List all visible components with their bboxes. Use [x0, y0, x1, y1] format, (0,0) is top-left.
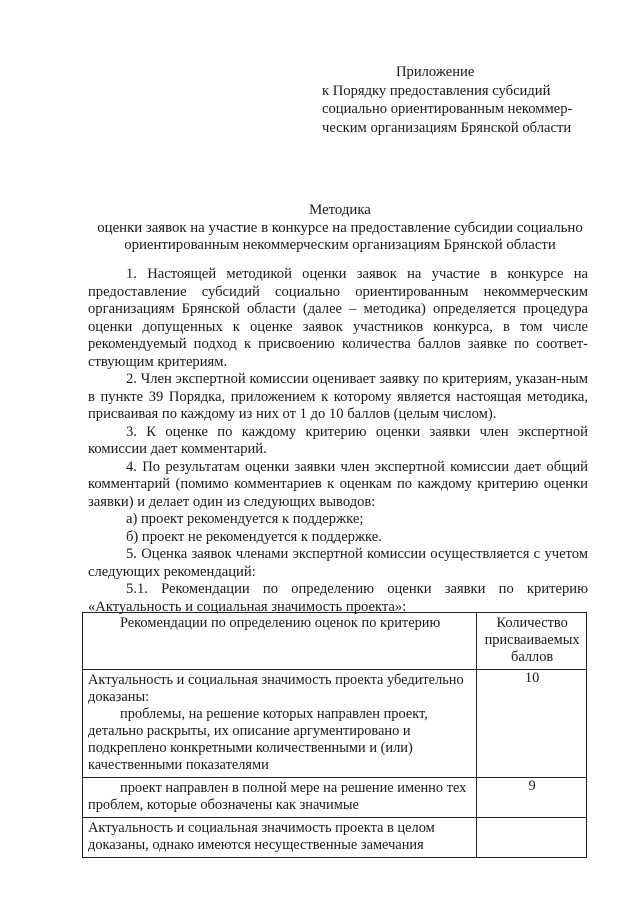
paragraph-4b: б) проект не рекомендуется к поддержке.: [126, 528, 382, 545]
document-title: [60, 202, 620, 255]
paragraph-4: 4. По результатам оценки заявки член экспертной комиссии дает общий комментарий (помимо комментариев к оценкам по каждому критерию оценки заявки) и делает один из следующих выводов:: [88, 458, 588, 510]
paragraph-4a: а) проект рекомендуется к поддержке;: [126, 511, 364, 527]
table-row: [83, 818, 587, 858]
criteria-detail: проблемы, на решение которых направлен проект, детально раскрыты, их описание аргументировано и подкреплено конкретными количественными и (или) качественными показателями: [88, 706, 428, 773]
appendix-note: [322, 63, 622, 137]
criteria-cell: [83, 670, 477, 778]
paragraph-3: 3. К оценке по каждому критерию оценки заявки член экспертной комиссии дает комментарий.: [88, 423, 588, 457]
paragraph-2: 2. Член экспертной комиссии оценивает заявку по критериям, указан-ным в пункте 39 Порядка, приложением к которому является настоящая методика, присваивая по каждому из них от 1 до 10 баллов (целым числом).: [88, 371, 588, 422]
appendix-line: ческим организациям Брянской области: [322, 119, 572, 136]
appendix-line: социально ориентированным некоммер-: [322, 101, 573, 118]
criteria-detail: проект направлен в полной мере на решение именно тех проблем, которые обозначены как значимые: [88, 780, 467, 813]
table-header-row: [83, 613, 587, 670]
criteria-cell: [83, 818, 477, 858]
appendix-line: к Порядку предоставления субсидий: [322, 82, 551, 99]
paragraph-5-1: 5.1. Рекомендации по определению оценки заявки по критерию «Актуальность и социальная значимость проекта»:: [88, 581, 588, 615]
criteria-lead: Актуальность и социальная значимость проекта в целом доказаны, однако имеются несущественные замечания: [88, 820, 435, 853]
document-body: [88, 266, 588, 616]
appendix-title: Приложение: [396, 64, 475, 80]
points-cell: 10: [477, 670, 587, 778]
header-criteria: Рекомендации по определению оценок по критерию: [83, 613, 477, 670]
criteria-cell: [83, 778, 477, 818]
title-heading: Методика: [309, 202, 371, 218]
title-line: ориентированным некоммерческим организациям Брянской области: [124, 237, 556, 253]
title-line: оценки заявок на участие в конкурсе на предоставление субсидии социально: [97, 219, 583, 236]
paragraph-5: 5. Оценка заявок членами экспертной комиссии осуществляется с учетом следующих рекомендаций:: [88, 546, 588, 580]
recommendations-table: [82, 612, 587, 858]
criteria-lead: Актуальность и социальная значимость проекта убедительно доказаны:: [88, 672, 464, 705]
paragraph-1: 1. Настоящей методикой оценки заявок на участие в конкурсе на предоставление субсидий социально ориентированным некоммерческим организациям Брянской области (далее – методика) определяется процедура оценки допущенных к оценке заявок участников конкурса, в том числе рекомендуемый подход к присвоению количества баллов заявке по соответ-ствующим критериям.: [88, 266, 588, 370]
points-cell: [477, 818, 587, 858]
points-cell: 9: [477, 778, 587, 818]
table-row: [83, 670, 587, 778]
table-row: [83, 778, 587, 818]
header-points: Количество присваиваемых баллов: [477, 613, 587, 670]
